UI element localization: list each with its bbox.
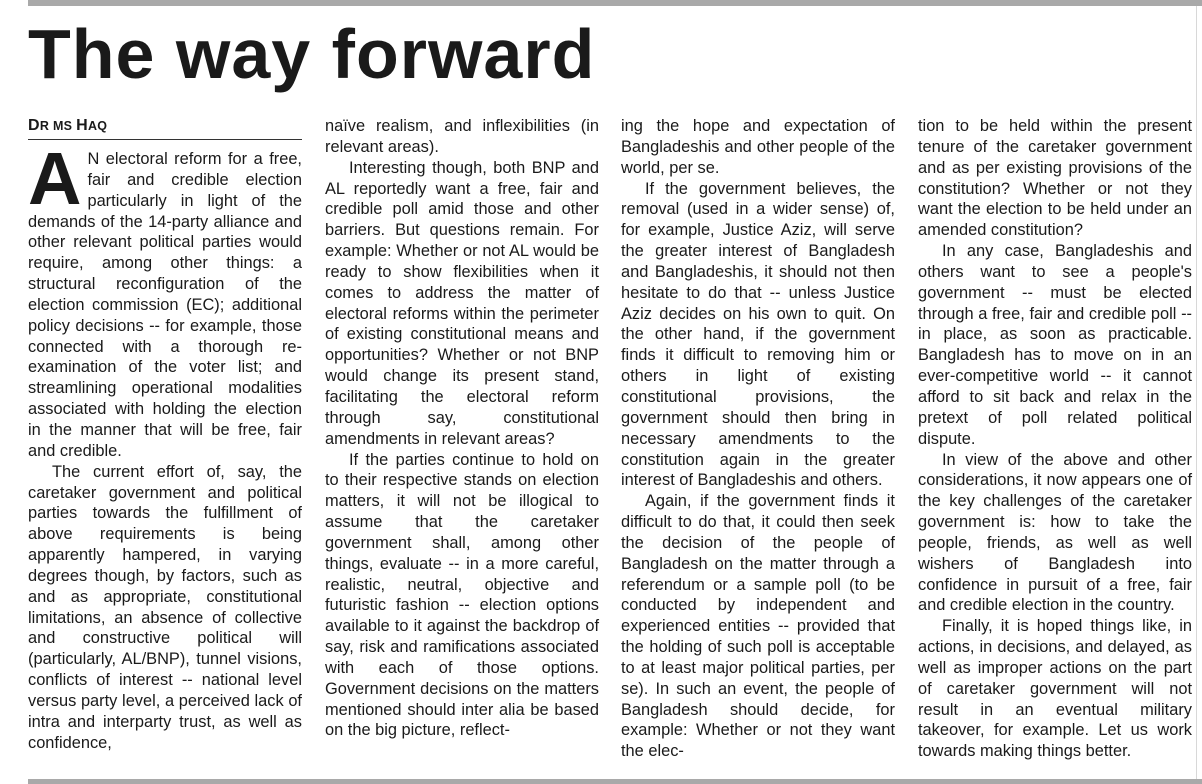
paragraph: Again, if the government finds it difficult to do that, it could then seek the decision of the people of Bangladesh on the matter through a referendum or a sample poll (to be conducted by independent and experienced entities -- provided that the holding of such poll is acceptable to at least major political parties, per se). In such an event, the people of Bangladesh should decide, for example: Whether or not they want the elec- [621,492,895,761]
paragraph: In view of the above and other considerations, it now appears one of the key challenges of the caretaker government is: how to take the people, friends, as well as well wishers of Bangladesh into confidence in pursuit of a free, fair and credible election in the country. [918,450,1192,615]
drop-cap: A [28,137,82,220]
byline-rest: R MS [39,119,77,133]
paragraph-text: N electoral reform for a free, fair and credible election particularly in light of the demands of the 14-party alliance and other relevant political parties would require, among other things: a structural reconfiguration of the election commission (EC); additional policy decisions -- for example, those connected with a thorough re-examination of the voter list; and streamlining operational modalities associated with holding the election in the manner that will be free, fair and credible. [28,150,302,460]
headline: The way forward [28,15,596,93]
byline-rest-2: AQ [87,119,108,133]
column-1 [28,116,302,753]
byline-initial: D [28,117,40,134]
paragraph: Finally, it is hoped things like, in actions, in decisions, and delayed, as well as improper actions on the part of caretaker government will not result in an eventual military takeover, for example. Let us work towards making things better. [918,617,1192,761]
paragraph: Interesting though, both BNP and AL reportedly want a free, fair and credible poll amid those and other barriers. But questions remain. For example: Whether or not AL would be ready to show flexibilities when it comes to address the matter of electoral reforms within the perimeter of existing constitutional means and opportunities? Whether or not BNP would change its present stand, facilitating the electoral reform through say, constitutional amendments in relevant areas? [325,158,599,448]
bottom-rule [28,779,1202,784]
paragraph-continued: ing the hope and expectation of Bangladeshis and other people of the world, per se. [621,117,895,177]
byline-initial-2: H [76,117,88,134]
column-4 [918,116,1192,762]
column-3 [621,116,895,762]
paragraph: In any case, Bangladeshis and others want to see a people's government -- must be elected through a free, fair and credible poll -- in place, as soon as practicable. Bangladesh has to move on in an ever-competitive world -- it cannot afford to sit back and relax in the pretext of poll related political dispute. [918,242,1192,448]
paragraph: If the government believes, the removal (used in a wider sense) of, for example, Justice Aziz, will serve the greater interest of Bangladesh and Bangladeshis, it should not then hesitate to do that -- unless Justice Aziz decides on his own to quit. On the other hand, if the government finds it difficult to removing him or others in light of existing constitutional provisions, the government should then bring in necessary amendments to the constitution again in the greater interest of Bangladeshis and others. [621,179,895,490]
paragraph-continued: tion to be held within the present tenure of the caretaker government and as per existing provisions of the constitution? Whether or not they want the election to be held under an amended constitution? [918,117,1192,240]
column-2 [325,116,599,741]
right-edge-line [1196,6,1197,779]
paragraph: The current effort of, say, the caretaker government and political parties towards the fulfillment of above requirements is being apparently hampered, in varying degrees though, by factors, such as and as appropriate, constitutional limitations, an absence of collective and constructive political will (particularly, AL/BNP), tunnel visions, conflicts of interest -- national level versus party level, a perceived lack of intra and interparty trust, as well as confidence, [28,462,302,752]
paragraph [28,137,302,462]
paragraph: If the parties continue to hold on to their respective stands on election matters, it will not be illogical to assume that the caretaker government shall, among other things, evaluate -- in a more careful, realistic, neutral, objective and futuristic fashion -- election options available to it against the backdrop of say, risk and ramifications associated with each of those options. Government decisions on the matters mentioned should inter alia be based on the big picture, reflect- [325,450,599,740]
top-rule [28,0,1202,6]
paragraph-continued: naïve realism, and inflexibilities (in relevant areas). [325,117,599,156]
